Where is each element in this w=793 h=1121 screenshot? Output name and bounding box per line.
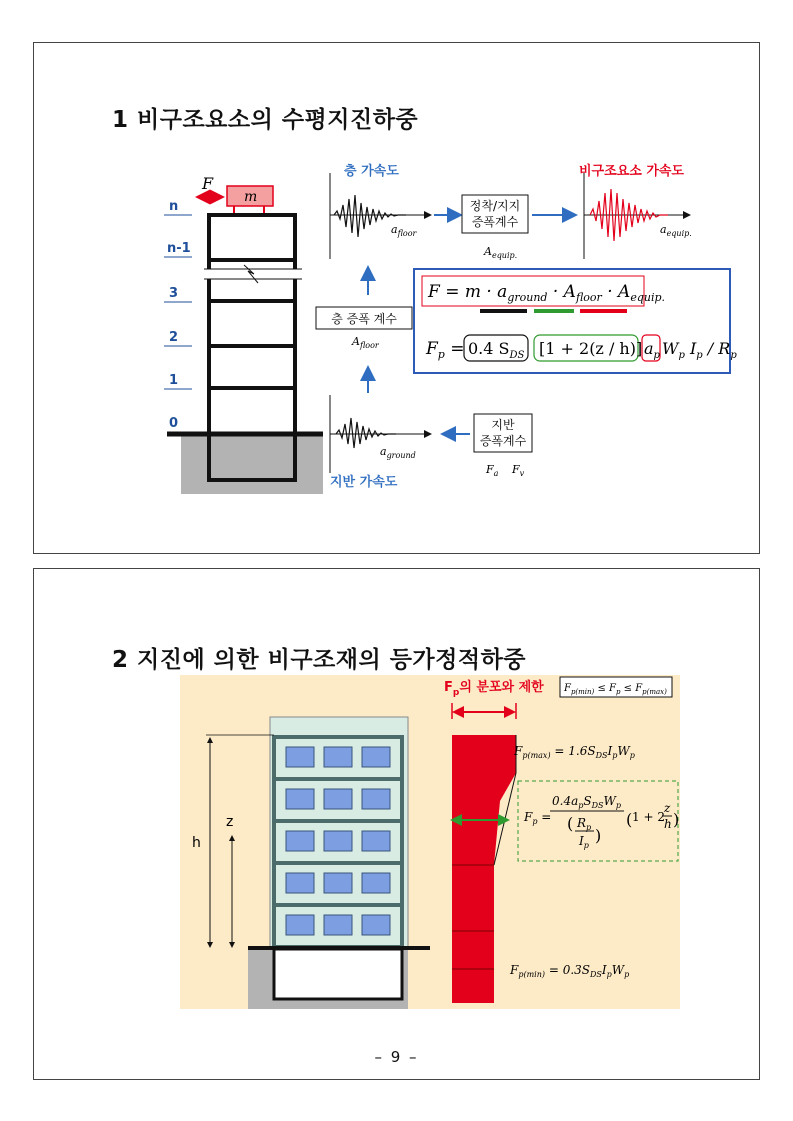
mass-label: m	[244, 189, 258, 205]
slide-1-diagram	[34, 43, 759, 553]
svg-text:Aequip.	[483, 245, 517, 260]
soil-fv: F	[512, 463, 520, 476]
z-label: z	[226, 814, 234, 830]
fp-title: $F_p$의 분포와 제한	[444, 680, 544, 698]
floor-label-3: 3	[169, 286, 179, 301]
equip-factor-A: A	[484, 245, 492, 258]
equip-factor-line1: 정착/지지	[469, 199, 521, 213]
svg-text:aground	[380, 445, 416, 460]
svg-text:Wp Ip / Rp: $W_p$ $I_p / R_p$	[662, 339, 737, 361]
floor-label-0: 0	[169, 416, 179, 431]
floor-accel-title: 층 가속도	[344, 164, 399, 179]
floor-amp-sub: floor	[359, 341, 379, 350]
equip-factor-line2: 증폭계수	[471, 215, 519, 229]
svg-text:Rp: $R_p$	[577, 816, 592, 832]
page-number: – 9 –	[374, 1048, 419, 1066]
ground-block	[181, 436, 323, 494]
slide-2	[33, 568, 760, 1080]
svg-text:0.4apSDSWp: $0.4a_pS_{DS}W_p$	[552, 794, 621, 810]
svg-text:Ip: $I_p$	[579, 834, 589, 850]
window	[324, 873, 352, 893]
soil-factor-line1: 지반	[491, 418, 515, 432]
svg-text:afloor	[391, 223, 418, 238]
svg-text:aequip.	[660, 223, 692, 238]
floor-label-n: n	[169, 199, 179, 214]
floor-accel-a: a	[391, 223, 398, 236]
soil-factor-line2: 증폭계수	[479, 434, 527, 448]
window	[324, 915, 352, 935]
window	[362, 789, 390, 809]
building-break	[199, 265, 307, 283]
svg-text:(: (	[626, 810, 633, 829]
slide-1-title: 1 비구조요소의 수평지진하중	[112, 107, 419, 133]
svg-text:Fp =: $F_p$ =	[524, 810, 552, 826]
soil-fa: F	[486, 463, 494, 476]
svg-text:h: h	[664, 817, 672, 831]
svg-text:Fv	[511, 463, 525, 478]
force-label: F	[202, 174, 214, 193]
svg-text:(: (	[567, 814, 574, 833]
window	[286, 873, 314, 893]
floor-label-2: 2	[169, 330, 179, 345]
soil-fa-sub: a	[493, 469, 499, 478]
limit-text: $F_{p(min)} \le F_p \le F_{p(max)}$	[564, 683, 667, 696]
ground-accel-sub: ground	[386, 451, 416, 460]
svg-text:ap: $a_p$	[644, 339, 660, 361]
equip-factor-sub: equip.	[491, 251, 518, 260]
svg-text:1 + 2: 1 + 2	[632, 810, 665, 824]
window	[286, 831, 314, 851]
slide-2-title: 2 지진에 의한 비구조재의 등가정적하중	[112, 647, 527, 673]
h-label: h	[192, 835, 201, 851]
equip-accel-title: 비구조요소 가속도	[579, 164, 684, 179]
slide-2-diagram	[34, 569, 759, 1079]
svg-text:Fp =: $F_p$ =	[426, 339, 465, 361]
svg-text:0.4 SDS: 0.4 $S_{DS}$	[468, 339, 525, 361]
window	[286, 789, 314, 809]
window	[324, 789, 352, 809]
eq2	[425, 335, 737, 361]
slide-1	[33, 42, 760, 554]
window	[362, 873, 390, 893]
svg-text:Fa	[485, 463, 499, 478]
equip-accel-sub: equip.	[666, 229, 692, 238]
floor-amp-A: A	[352, 335, 360, 348]
ground-accel-title: 지반 가속도	[330, 475, 398, 490]
fmin-eq: $F_{p(min)} = 0.3S_{DS}I_pW_p$	[510, 963, 630, 979]
svg-text:Afloor	[351, 335, 380, 350]
svg-text:[1 + 2(z / h)]: [1 + 2(z / h)]	[539, 339, 643, 358]
floor-amp-label: 층 증폭 계수	[331, 312, 397, 326]
floor-label-n-1: n-1	[167, 241, 191, 256]
window	[362, 747, 390, 767]
window	[324, 831, 352, 851]
ground-accel-wave	[336, 418, 396, 448]
floor-label-1: 1	[169, 373, 179, 388]
ground-accel-a: a	[380, 445, 387, 458]
window	[286, 747, 314, 767]
window	[362, 915, 390, 935]
soil-fv-sub: v	[519, 469, 525, 478]
window	[362, 831, 390, 851]
fmax-eq: $F_{p(max)} = 1.6S_{DS}I_pW_p$	[514, 744, 635, 760]
svg-text:): )	[595, 826, 602, 845]
floor-accel-sub: floor	[397, 229, 417, 238]
window	[286, 915, 314, 935]
svg-text:): )	[673, 810, 680, 829]
eq1: $F = m \cdot a_{ground} \cdot A_{floor} \cdot A_{equip.}$	[428, 282, 666, 304]
svg-text:z: z	[664, 801, 671, 815]
equip-accel-a: a	[660, 223, 667, 236]
window	[324, 747, 352, 767]
